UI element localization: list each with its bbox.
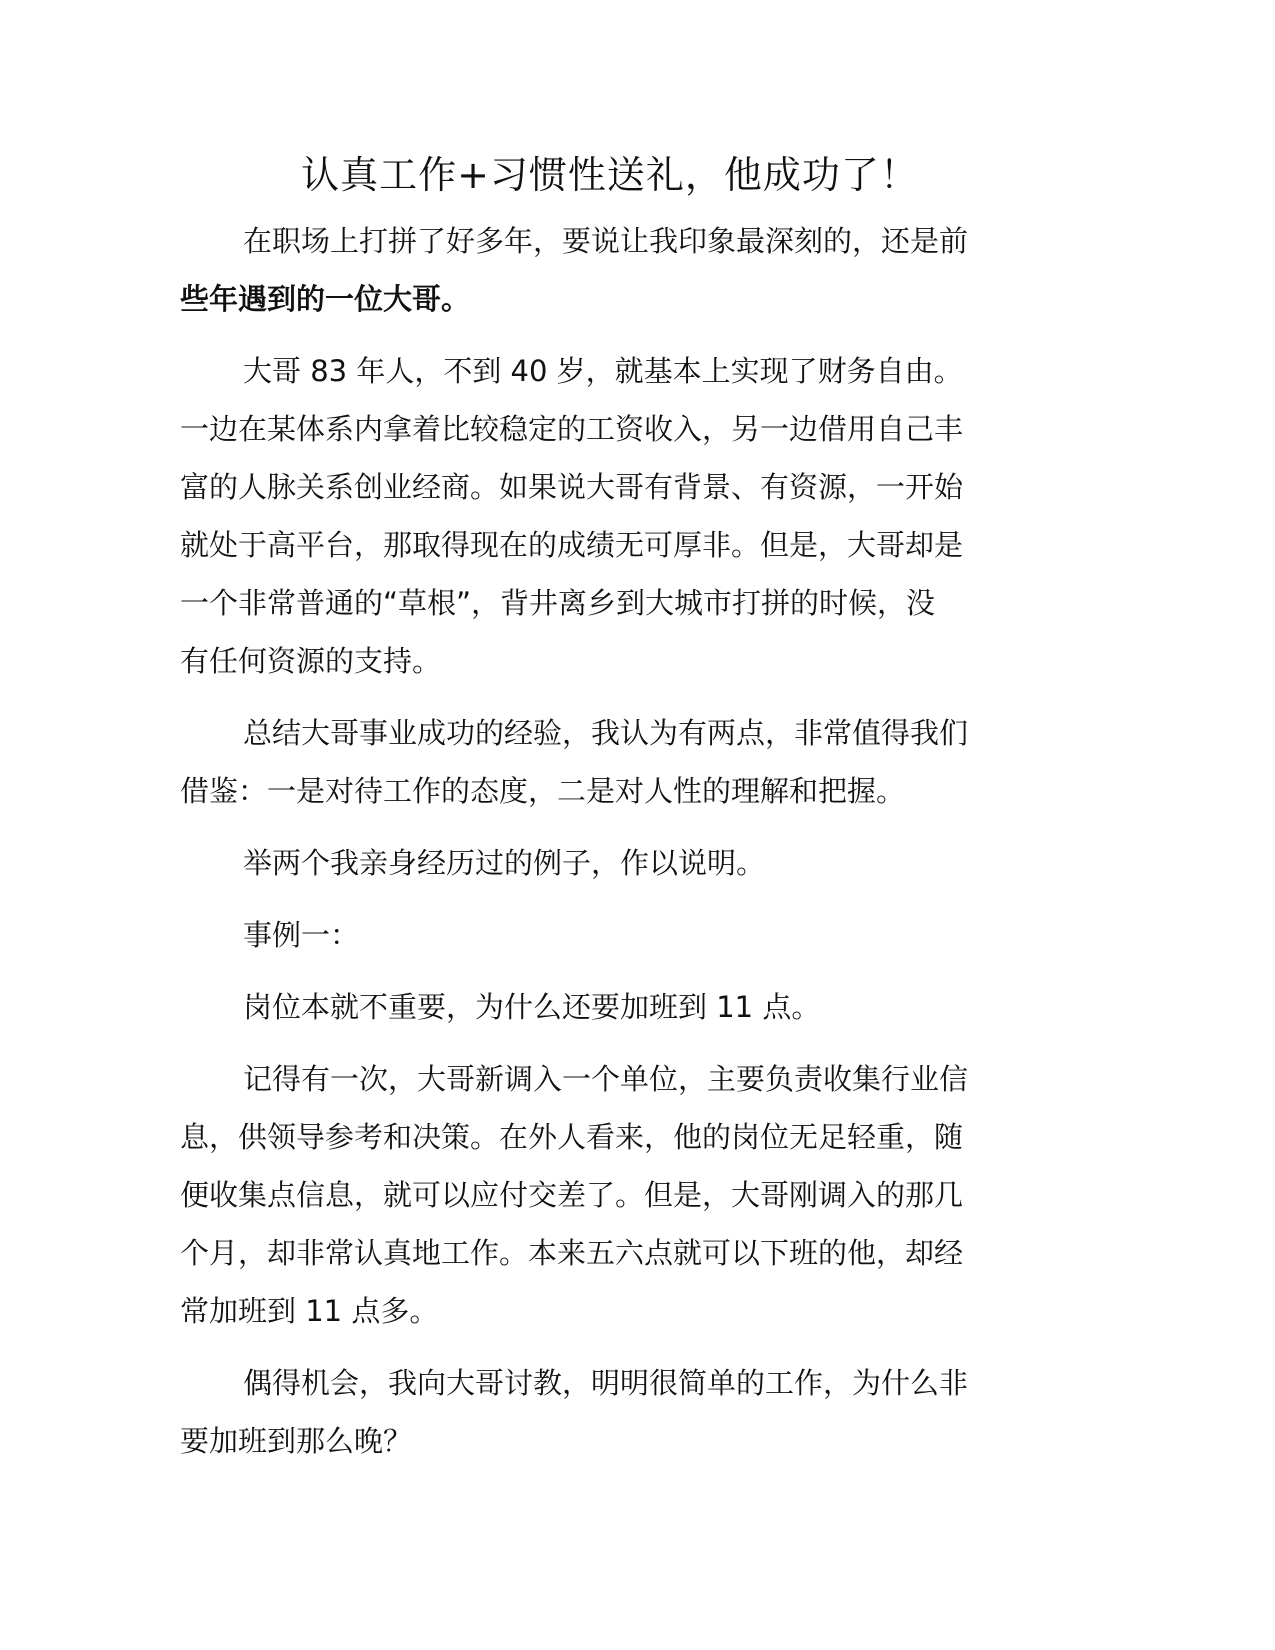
paragraph-line: 举两个我亲身经历过的例子，作以说明。 <box>243 846 766 880</box>
paragraph-line: 总结大哥事业成功的经验，我认为有两点，非常值得我们 <box>243 716 969 750</box>
paragraph-line: 事例一： <box>243 918 360 952</box>
paragraph-line: 个月，却非常认真地工作。本来五六点就可以下班的他，却经 <box>180 1236 964 1270</box>
paragraph-line: 岗位本就不重要，为什么还要加班到 11 点。 <box>243 990 821 1024</box>
paragraph-line: 在职场上打拼了好多年，要说让我印象最深刻的，还是前 <box>243 224 969 258</box>
paragraph-line: 要加班到那么晚？ <box>180 1424 413 1458</box>
document-title: 认真工作+习惯性送礼，他成功了！ <box>301 153 919 197</box>
paragraph <box>180 212 1060 328</box>
paragraph-line: 富的人脉关系创业经商。如果说大哥有背景、有资源，一开始 <box>180 470 964 504</box>
paragraph-line: 大哥 83 年人，不到 40 岁，就基本上实现了财务自由。 <box>243 354 963 388</box>
paragraph <box>180 906 1060 964</box>
paragraph-line: 记得有一次，大哥新调入一个单位，主要负责收集行业信 <box>243 1062 969 1096</box>
paragraph-line: 借鉴：一是对待工作的态度，二是对人性的理解和把握。 <box>180 774 906 808</box>
paragraph <box>180 342 1060 690</box>
document-body <box>180 212 1060 1484</box>
paragraph <box>180 1050 1060 1340</box>
paragraph <box>180 978 1060 1036</box>
paragraph <box>180 1354 1060 1470</box>
paragraph-line: 些年遇到的一位大哥。 <box>180 282 471 316</box>
paragraph-line: 有任何资源的支持。 <box>180 644 442 678</box>
paragraph-line: 就处于高平台，那取得现在的成绩无可厚非。但是，大哥却是 <box>180 528 964 562</box>
paragraph-line: 一个非常普通的“草根”，背井离乡到大城市打拼的时候，没 <box>180 586 936 620</box>
paragraph-line: 便收集点信息，就可以应付交差了。但是，大哥刚调入的那几 <box>180 1178 964 1212</box>
paragraph-line: 一边在某体系内拿着比较稳定的工资收入，另一边借用自己丰 <box>180 412 964 446</box>
paragraph <box>180 704 1060 820</box>
paragraph-line: 常加班到 11 点多。 <box>180 1294 439 1328</box>
paragraph <box>180 834 1060 892</box>
paragraph-line: 偶得机会，我向大哥讨教，明明很简单的工作，为什么非 <box>243 1366 969 1400</box>
paragraph-line: 息，供领导参考和决策。在外人看来，他的岗位无足轻重，随 <box>180 1120 964 1154</box>
